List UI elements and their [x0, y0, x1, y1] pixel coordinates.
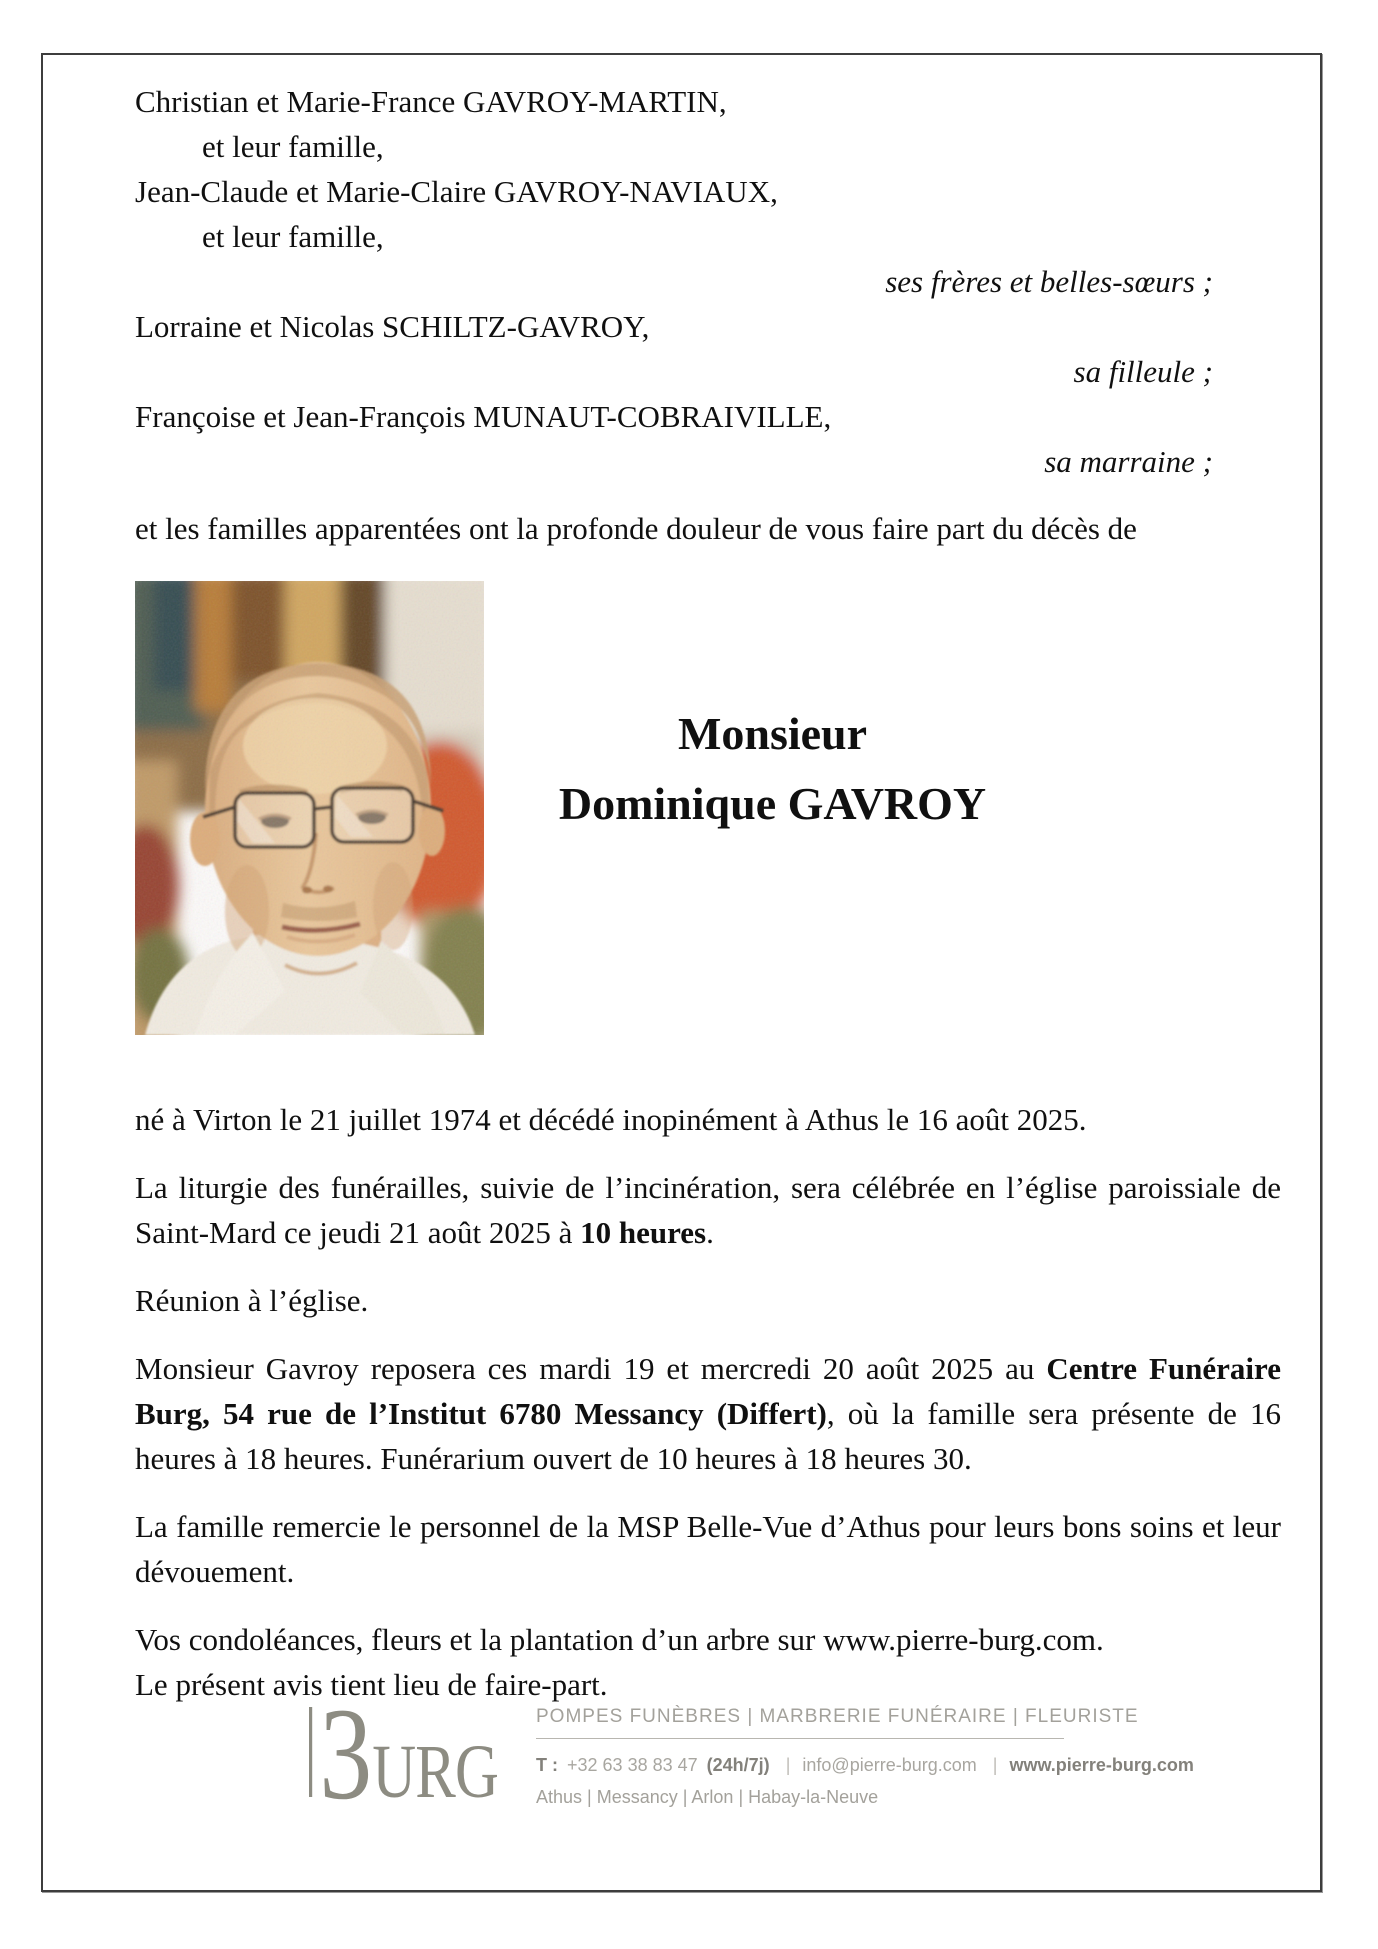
deceased-title-block: [484, 699, 1281, 839]
condolences-paragraph: [135, 1617, 1281, 1707]
deceased-name: Dominique GAVROY: [558, 778, 987, 829]
email-address: info@pierre-burg.com: [802, 1755, 977, 1775]
liturgy-time-bold: 10 heures: [580, 1215, 707, 1250]
logo-letters: URG: [372, 1730, 499, 1815]
footer-contact-block: [536, 1705, 1194, 1809]
logo-bar-decoration: [309, 1707, 312, 1797]
thanks-paragraph: La famille remercie le personnel de la MSP Belle-Vue d’Athus pour leurs bons soins et leur dévouement.: [135, 1509, 1281, 1589]
relation-line: sa marraine ;: [1044, 444, 1213, 479]
logo-b-glyph: 3: [319, 1680, 373, 1828]
phone-label: T :: [536, 1755, 558, 1775]
funeral-home-bold: Centre Funéraire Burg, 54 rue de l’Institut 6780 Messancy (Differt): [135, 1351, 1281, 1431]
footer-services: POMPES FUNÈBRES | MARBRERIE FUNÉRAIRE | FLEURISTE: [536, 1706, 1139, 1727]
liturgy-paragraph: [135, 1165, 1281, 1255]
liturgy-period: .: [706, 1215, 714, 1250]
phone-hours: (24h/7j): [706, 1755, 770, 1775]
repose-text-end: , où la famille sera présente de 16 heures à 18 heures. Funérarium ouvert de 10 heures à 18 heures 30.: [135, 1396, 1281, 1476]
family-list: [135, 79, 1281, 484]
footer-cities: Athus | Messancy | Arlon | Habay-la-Neuve: [536, 1787, 879, 1807]
separator-bar: |: [992, 1755, 998, 1775]
family-member-line: Christian et Marie-France GAVROY-MARTIN,: [135, 84, 727, 119]
footer-contact-line: [536, 1753, 1194, 1777]
family-sub-line: et leur famille,: [202, 219, 384, 254]
burg-logo: [309, 1680, 499, 1828]
repose-text: Monsieur Gavroy reposera ces mardi 19 et mercredi 20 août 2025 au: [135, 1351, 1047, 1386]
birth-death-line: né à Virton le 21 juillet 1974 et décédé inopinément à Athus le 16 août 2025.: [135, 1102, 1087, 1137]
portrait-row: [135, 581, 1281, 1035]
condolences-line: Vos condoléances, fleurs et la plantation d’un arbre sur www.pierre-burg.com.: [135, 1622, 1104, 1657]
family-sub-line: et leur famille,: [202, 129, 384, 164]
obituary-content: [43, 55, 1320, 1707]
obituary-card: [41, 53, 1322, 1892]
relation-line: sa filleule ;: [1073, 354, 1213, 389]
website-url: www.pierre-burg.com: [1009, 1755, 1194, 1775]
meeting-line: Réunion à l’église.: [135, 1283, 369, 1318]
repose-paragraph: [135, 1346, 1281, 1481]
family-member-line: Jean-Claude et Marie-Claire GAVROY-NAVIAUX,: [135, 174, 778, 209]
separator-bar: |: [785, 1755, 791, 1775]
phone-number: +32 63 38 83 47: [567, 1755, 698, 1775]
liturgy-text: La liturgie des funérailles, suivie de l’incinération, sera célébrée en l’église paroissiale de Saint-Mard ce jeudi 21 août 2025 à: [135, 1170, 1281, 1250]
notice-line: Le présent avis tient lieu de faire-part.: [135, 1667, 608, 1702]
relation-line: ses frères et belles-sœurs ;: [885, 264, 1213, 299]
footer-divider: [536, 1738, 1064, 1739]
family-member-line: Françoise et Jean-François MUNAUT-COBRAIVILLE,: [135, 399, 832, 434]
family-member-line: Lorraine et Nicolas SCHILTZ-GAVROY,: [135, 309, 650, 344]
portrait-photo: [135, 581, 484, 1035]
deceased-honorific: Monsieur: [677, 708, 868, 759]
intro-line: et les familles apparentées ont la profonde douleur de vous faire part du décès de: [135, 511, 1137, 546]
